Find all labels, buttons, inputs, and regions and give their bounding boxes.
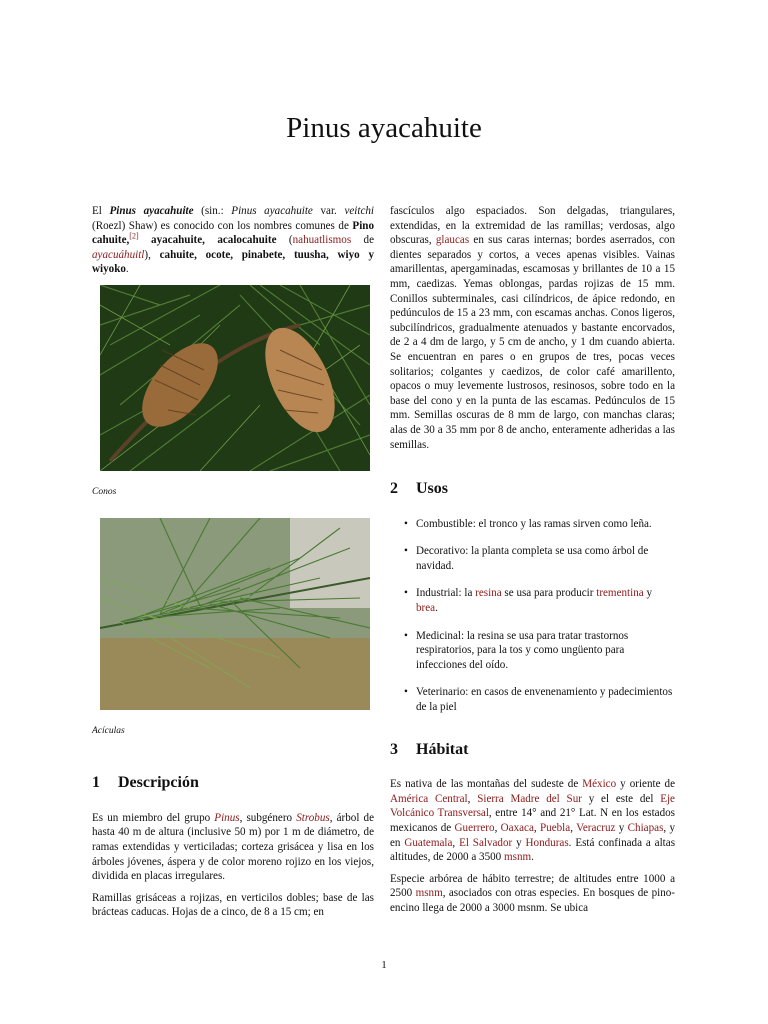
link-pinus[interactable]: Pinus: [214, 811, 240, 824]
list-item: • Medicinal: la resina se usa para tratar trastornos respiratorios, para la tos y como ungüento para infecciones del oído.: [416, 629, 675, 673]
link-honduras[interactable]: Honduras: [525, 836, 569, 849]
section-heading-usos: 2 Usos: [390, 480, 449, 498]
link-sierra-madre-del-sur[interactable]: Sierra Madre del Sur: [477, 792, 582, 805]
cones-photo: [100, 285, 370, 471]
descripcion-paragraph-2: Ramillas grisáceas a rojizas, en verticilos dobles; base de las brácteas caducas. Hojas de a cinco, de 8 a 15 cm; en: [92, 891, 374, 919]
link-resina[interactable]: resina: [475, 587, 502, 600]
link-america-central[interactable]: América Central: [390, 792, 468, 805]
intro-paragraph: El Pinus ayacahuite (sin.: Pinus ayacahuite var. veitchi (Roezl) Shaw) es conocido con los nombres comunes de Pino cahuite,[2] ayacahuite, acalocahuite (nahuatlismos de ayacuáhuitl), cahuite, ocote, pinabete, tuusha, wiyo y wiyoko.: [92, 205, 375, 276]
section-heading-descripcion: 1 Descripción: [92, 774, 199, 792]
habitat-paragraph-1: Es nativa de las montañas del sudeste de México y oriente de América Central, Sierra Madre del Sur y el este del Eje Volcánico Transversal, entre 14° and 21° Lat. N en los estados mexicanos de Guerrero, Oaxaca, Puebla, Veracruz y Chiapas, y en Guatemala, El Salvador y Honduras. Está confinada a altas altitudes, de 2000 a 3500 msnm.: [390, 778, 676, 864]
reference-link[interactable]: [2]: [129, 231, 139, 241]
link-el-salvador[interactable]: El Salvador: [459, 836, 513, 849]
figure-caption-conos: Conos: [92, 486, 117, 497]
list-item: • Veterinario: en casos de envenenamiento y padecimientos de la piel: [416, 685, 675, 714]
link-brea[interactable]: brea: [416, 602, 436, 615]
link-glaucas[interactable]: glaucas: [435, 234, 470, 247]
link-trementina[interactable]: trementina: [596, 587, 644, 600]
descripcion-paragraph-3: fascículos algo espaciados. Son delgadas, triangulares, extendidas, en la extremidad de las ramillas; verdosas, algo obscuras, glaucas en sus caras internas; bordes aserrados, con dientes separados y cortos, a veces apenas visibles. Vainas amarillentas, apergaminadas, escamosas y brillantes de 10 a 15 mm, caedizas. Yemas oblongas, pardas rojizas de 15 mm. Conillos subterminales, casi cilíndricos, de ápice redondo, en pedúnculos de 15 a 23 mm, con escamas anchas. Conos ligeros, subcilíndricos, gradualmente atenuados y bastante encorvados, de 2 a 4 dm de largo, y 5 cm de ancho, y 1 dm cuando abierta. Se encuentran en pares o en grupos de tres, pocas veces solitarios; colgantes y caedizos, de color café amarillento, opacos o muy levemente lustrosos, resinosos, sobre todo en la base del cono y en la punta de las escamas. Pedúnculos de 15 mm. Semillas oscuras de 8 mm de largo, con manchas claras; alas de 30 a 35 mm por 8 de ancho, enteramente adheridas a las semillas.: [390, 205, 675, 451]
left-column: [92, 204, 374, 927]
figure-caption-aciculas: Acículas: [92, 725, 125, 736]
habitat-paragraph-2: Especie arbórea de hábito terrestre; de altitudes entre 1000 a 2500 msnm, asociados con otras especies. En bosques de pino-encino llega de 2000 a 3000 msnm. Se ubica: [390, 872, 675, 914]
link-guatemala[interactable]: Guatemala: [404, 836, 453, 849]
list-item: • Industrial: la resina se usa para producir trementina y brea.: [416, 586, 675, 615]
link-chiapas[interactable]: Chiapas: [627, 822, 664, 834]
list-item: • Combustible: el tronco y las ramas sirven como leña.: [416, 517, 675, 532]
link-veracruz[interactable]: Veracruz: [576, 822, 616, 834]
link-eje-volcanico-transversal[interactable]: Eje Volcánico Transversal: [390, 792, 675, 820]
link-ayacuahuitl[interactable]: ayacuáhuitl: [92, 248, 145, 261]
needles-photo: [100, 518, 370, 710]
usos-list: [390, 517, 675, 715]
link-guerrero[interactable]: Guerrero: [454, 822, 495, 834]
link-mexico[interactable]: México: [582, 778, 617, 791]
link-nahuatlismos[interactable]: nahuatlismos: [292, 234, 352, 247]
list-item: • Decorativo: la planta completa se usa como árbol de navidad.: [416, 544, 675, 573]
page-number: 1: [381, 959, 387, 971]
page-title: Pinus ayacahuite: [286, 112, 482, 144]
link-msnm[interactable]: msnm: [504, 851, 532, 864]
descripcion-paragraph-1: Es un miembro del grupo Pinus, subgénero Strobus, árbol de hasta 40 m de altura (inclusive 50 m) por 1 m de diámetro, de ramas extendidas y verticiladas; corteza grisácea y lisa en los árboles jóvenes, áspera y de color moreno rojizo en los viejos, dividida en placas irregulares.: [92, 811, 374, 883]
link-oaxaca[interactable]: Oaxaca: [500, 822, 534, 834]
link-puebla[interactable]: Puebla: [539, 822, 571, 834]
link-strobus[interactable]: Strobus: [296, 811, 330, 824]
section-heading-habitat: 3 Hábitat: [390, 740, 469, 758]
link-msnm[interactable]: msnm: [415, 887, 443, 900]
right-column: [390, 204, 675, 923]
